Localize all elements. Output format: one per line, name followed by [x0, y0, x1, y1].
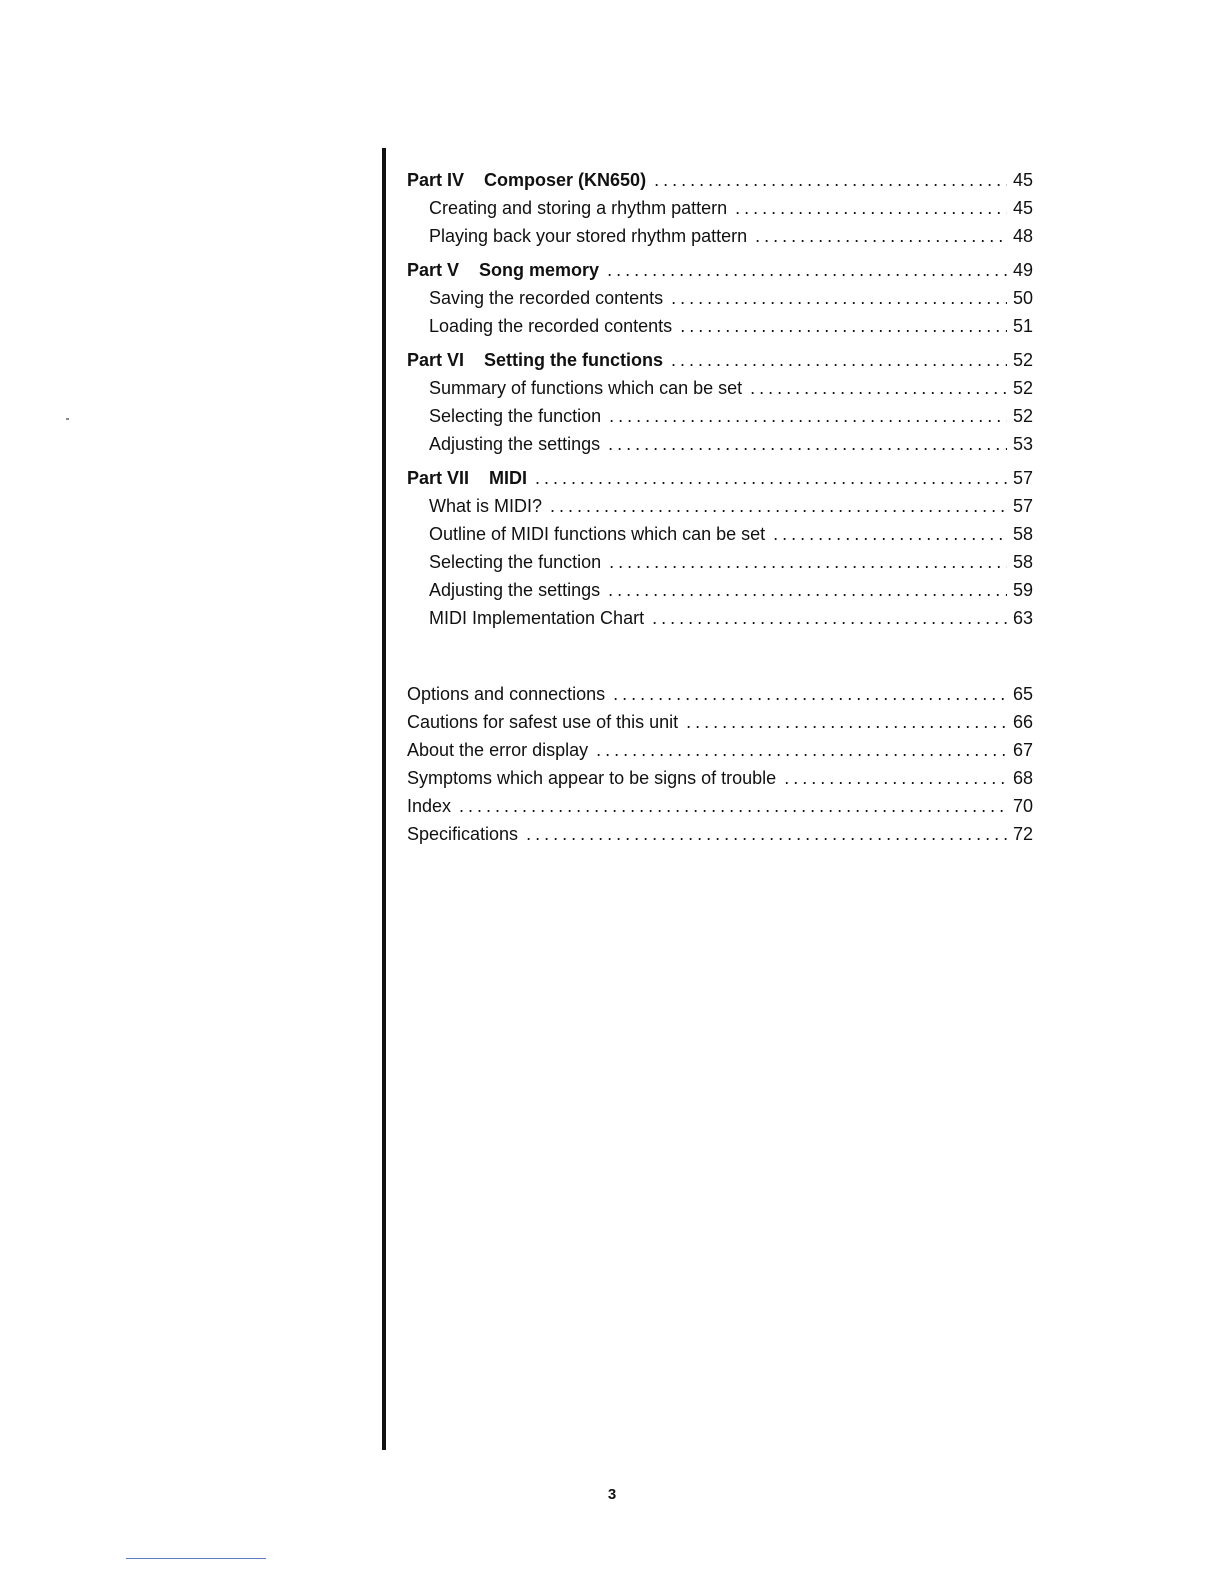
toc-entry[interactable]: [407, 316, 1033, 344]
page-number: 48: [1012, 226, 1033, 246]
part-number: Part VII: [407, 468, 470, 488]
toc-entry[interactable]: [407, 608, 1033, 636]
page-number: 68: [1012, 768, 1033, 788]
entry-label: Selecting the function: [429, 552, 602, 572]
margin-rule: [382, 148, 386, 1450]
entry-label: Loading the recorded contents: [429, 316, 673, 336]
part-number: Part V: [407, 260, 460, 280]
entry-label: Index: [407, 796, 452, 816]
page-number: 50: [1012, 288, 1033, 308]
page-number: 45: [1012, 170, 1033, 190]
dot-leader: [596, 740, 1007, 761]
entry-label: Cautions for safest use of this unit: [407, 712, 679, 732]
toc-entry[interactable]: [407, 580, 1033, 608]
toc-entry[interactable]: [407, 378, 1033, 406]
part-title: MIDI: [489, 468, 528, 488]
toc-entry[interactable]: [407, 496, 1033, 524]
entry-label: Adjusting the settings: [429, 434, 601, 454]
toc-part-heading[interactable]: [407, 350, 1033, 378]
dot-leader: [609, 552, 1007, 573]
dot-leader: [773, 524, 1007, 545]
entry-label: About the error display: [407, 740, 589, 760]
toc-entry[interactable]: [407, 434, 1033, 462]
dot-leader: [609, 406, 1007, 427]
dot-leader: [654, 170, 1007, 191]
entry-label: MIDI Implementation Chart: [429, 608, 645, 628]
part-title: Composer (KN650): [484, 170, 647, 190]
page-number: 52: [1012, 406, 1033, 426]
entry-label: Saving the recorded contents: [429, 288, 664, 308]
page-number: 45: [1012, 198, 1033, 218]
page-number: 67: [1012, 740, 1033, 760]
dot-leader: [535, 468, 1007, 489]
page-number: 65: [1012, 684, 1033, 704]
toc-appendix-entry[interactable]: [407, 740, 1033, 768]
entry-label: Adjusting the settings: [429, 580, 601, 600]
dot-leader: [550, 496, 1007, 517]
toc-entry[interactable]: [407, 552, 1033, 580]
page-number: 63: [1012, 608, 1033, 628]
section-gap: [407, 636, 1033, 684]
page-number: 52: [1012, 350, 1033, 370]
dot-leader: [680, 316, 1007, 337]
entry-label: What is MIDI?: [429, 496, 543, 516]
page-number: 58: [1012, 524, 1033, 544]
dot-leader: [750, 378, 1007, 399]
toc-part-heading[interactable]: [407, 170, 1033, 198]
toc-appendix-entry[interactable]: [407, 824, 1033, 852]
part-number: Part VI: [407, 350, 465, 370]
toc-appendix-entry[interactable]: [407, 684, 1033, 712]
entry-label: Playing back your stored rhythm pattern: [429, 226, 748, 246]
dot-leader: [671, 350, 1007, 371]
dot-leader: [607, 260, 1007, 281]
page-number: 58: [1012, 552, 1033, 572]
entry-label: Summary of functions which can be set: [429, 378, 743, 398]
dot-leader: [608, 434, 1007, 455]
entry-label: Options and connections: [407, 684, 606, 704]
page-number: 52: [1012, 378, 1033, 398]
page-number: 49: [1012, 260, 1033, 280]
dot-leader: [652, 608, 1007, 629]
entry-label: Selecting the function: [429, 406, 602, 426]
dot-leader: [784, 768, 1007, 789]
dot-leader: [686, 712, 1007, 733]
part-title: Song memory: [479, 260, 600, 280]
page-number: 59: [1012, 580, 1033, 600]
entry-label: Outline of MIDI functions which can be set: [429, 524, 766, 544]
toc-entry[interactable]: [407, 406, 1033, 434]
page-number: 70: [1012, 796, 1033, 816]
table-of-contents: [407, 170, 1033, 852]
dot-leader: [755, 226, 1007, 247]
toc-entry[interactable]: [407, 198, 1033, 226]
toc-entry[interactable]: [407, 226, 1033, 254]
page-footer-number: [0, 1486, 1224, 1503]
footer-page-number: 3: [607, 1486, 617, 1503]
toc-entry[interactable]: [407, 288, 1033, 316]
dot-leader: [459, 796, 1007, 817]
toc-appendix-entry[interactable]: [407, 796, 1033, 824]
page-number: 66: [1012, 712, 1033, 732]
scan-speck: [66, 418, 69, 420]
entry-label: Specifications: [407, 824, 519, 844]
part-title: Setting the functions: [484, 350, 664, 370]
toc-entry[interactable]: [407, 524, 1033, 552]
entry-label: Symptoms which appear to be signs of trouble: [407, 768, 777, 788]
toc-part-heading[interactable]: [407, 260, 1033, 288]
bottom-scan-line: [126, 1558, 266, 1559]
dot-leader: [608, 580, 1007, 601]
dot-leader: [526, 824, 1007, 845]
page-number: 72: [1012, 824, 1033, 844]
part-number: Part IV: [407, 170, 465, 190]
toc-appendix-entry[interactable]: [407, 768, 1033, 796]
page-number: 57: [1012, 468, 1033, 488]
page-number: 53: [1012, 434, 1033, 454]
page-number: 57: [1012, 496, 1033, 516]
page-number: 51: [1012, 316, 1033, 336]
toc-part-heading[interactable]: [407, 468, 1033, 496]
dot-leader: [671, 288, 1007, 309]
toc-appendix-entry[interactable]: [407, 712, 1033, 740]
entry-label: Creating and storing a rhythm pattern: [429, 198, 728, 218]
dot-leader: [735, 198, 1007, 219]
dot-leader: [613, 684, 1007, 705]
